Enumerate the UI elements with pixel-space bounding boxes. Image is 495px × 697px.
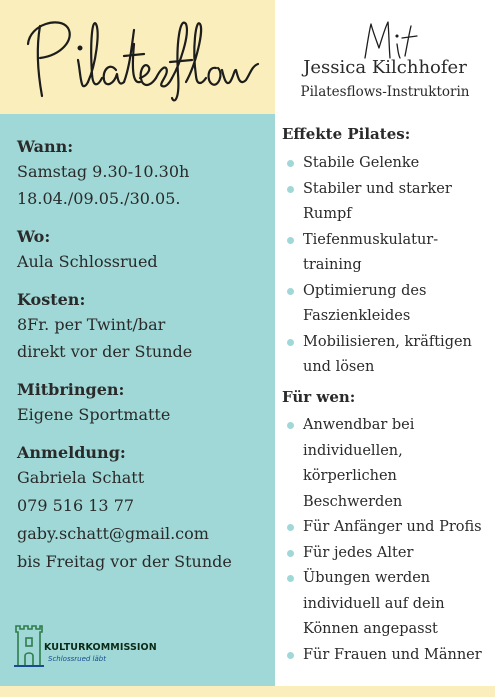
logo-name: KULTURKOMMISSION <box>44 642 157 653</box>
info-cost-price: 8Fr. per Twint/bar <box>17 315 166 334</box>
pilatesflow-script-lettering <box>20 4 270 104</box>
bullet-icon <box>287 186 294 193</box>
list-item: Für Anfänger und Profis <box>282 515 492 541</box>
list-item: Für Frauen und Männer <box>282 643 492 669</box>
bullet-icon <box>287 575 294 582</box>
info-where <box>17 226 267 275</box>
bullet-icon <box>287 652 294 659</box>
bullet-icon <box>287 288 294 295</box>
info-when-label: Wann: <box>17 137 74 156</box>
info-registration-phone: 079 516 13 77 <box>17 496 135 515</box>
list-item: Anwendbar bei individuellen, körperlichen Beschwerden <box>282 413 492 515</box>
instructor-role: Pilatesflows-Instruktorin <box>300 84 470 100</box>
list-item: Übungen werden individuell auf dein Können angepasst <box>282 566 492 643</box>
list-item: Stabiler und starker Rumpf <box>282 177 492 228</box>
info-when-time: Samstag 9.30-10.30h <box>17 162 190 181</box>
info-bring-item: Eigene Sportmatte <box>17 405 171 424</box>
bullet-icon <box>287 550 294 557</box>
bullet-icon <box>287 237 294 244</box>
kulturkommission-logo <box>14 614 157 674</box>
bottom-cream-strip <box>0 686 495 697</box>
bullet-icon <box>287 524 294 531</box>
info-registration-name: Gabriela Schatt <box>17 468 145 487</box>
instructor-name: Jessica Kilchhofer <box>303 57 467 78</box>
info-cost-when: direkt vor der Stunde <box>17 342 193 361</box>
info-when-dates: 18.04./09.05./30.05. <box>17 189 181 208</box>
info-registration-email: gaby.schatt@gmail.com <box>17 524 209 543</box>
info-where-label: Wo: <box>17 227 51 246</box>
audience-list <box>282 413 492 668</box>
list-item: Tiefenmuskulatur- training <box>282 228 492 279</box>
bullet-icon <box>287 160 294 167</box>
audience-title: Für wen: <box>282 388 356 406</box>
info-registration-deadline: bis Freitag vor der Stunde <box>17 552 232 571</box>
list-item: Für jedes Alter <box>282 541 492 567</box>
event-info <box>17 136 267 590</box>
info-bring-label: Mitbringen: <box>17 380 125 399</box>
info-where-location: Aula Schlossrued <box>17 252 158 271</box>
info-cost <box>17 289 267 365</box>
effects-title: Effekte Pilates: <box>282 125 411 143</box>
info-registration <box>17 442 267 576</box>
mit-script-lettering <box>355 18 425 62</box>
pilatesflow-title-logo <box>20 4 270 104</box>
logo-subtitle: Schlossrued läbt <box>48 655 106 663</box>
list-item: Mobilisieren, kräftigen und lösen <box>282 330 492 381</box>
list-item: Optimierung des Faszienkleides <box>282 279 492 330</box>
mit-script-drawing <box>355 18 425 62</box>
bullet-icon <box>287 339 294 346</box>
effects-list <box>282 151 492 381</box>
info-bring <box>17 379 267 428</box>
info-when <box>17 136 267 212</box>
info-cost-label: Kosten: <box>17 290 86 309</box>
list-item: Stabile Gelenke <box>282 151 492 177</box>
castle-tower-icon <box>14 616 44 668</box>
bullet-icon <box>287 422 294 429</box>
info-registration-label: Anmeldung: <box>17 443 126 462</box>
